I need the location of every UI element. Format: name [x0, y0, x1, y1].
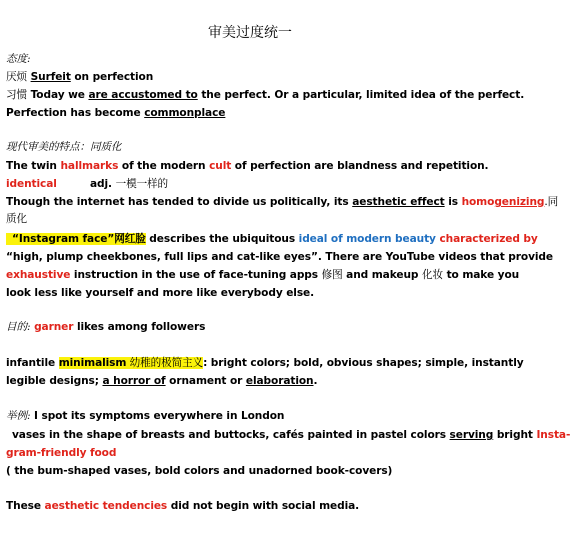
attitude-line-2 — [6, 88, 525, 102]
line-text: describes the ubiquitous — [145, 233, 299, 245]
attitude-line-3 — [6, 106, 496, 120]
features-line-4: 质化 — [6, 213, 27, 225]
word-part: homo — [461, 196, 495, 208]
vocab-identical: identical — [6, 178, 57, 190]
line-text: infantile — [6, 357, 59, 369]
purpose-label: 目的: — [6, 321, 31, 333]
vocab-hallmarks: hallmarks — [60, 160, 119, 172]
cn-gloss: 幼稚的极简主义 — [126, 357, 204, 369]
features-line-5 — [6, 232, 538, 246]
highlight-minimalism — [59, 357, 203, 369]
line-text: of the modern — [118, 160, 210, 172]
example-line-3: gram-friendly food — [6, 447, 117, 459]
features-line-6: “high, plump cheekbones, full lips and cat-like eyes”. There are YouTube videos that provide — [6, 251, 553, 263]
vocab-cult: cult — [209, 160, 232, 172]
line-text: Today we — [27, 89, 89, 101]
line-text: Perfection has become — [6, 107, 145, 119]
vocab-accustomed: are accustomed to — [88, 89, 198, 101]
line-text: and makeup — [342, 269, 422, 281]
attitude-line-1 — [6, 70, 496, 84]
line-text: The twin — [6, 160, 61, 172]
vocab-garner: garner — [34, 321, 74, 333]
closing-line — [6, 499, 496, 513]
part-of-speech: adj. — [89, 178, 112, 190]
features-line-8: look less like yourself and more like everybody else. — [6, 287, 315, 299]
example-line-1 — [6, 409, 496, 423]
vocab-exhaustive: exhaustive — [6, 269, 71, 281]
vocab-horror-of: a horror of — [102, 375, 166, 387]
example-line-2 — [12, 428, 570, 442]
line-text: ornament or — [165, 375, 246, 387]
vocab-characterized: characterized by — [439, 233, 538, 245]
line-text: of perfection are blandness and repetition. — [231, 160, 489, 172]
line-text: to make you — [443, 269, 520, 281]
minimalism-line-1 — [6, 356, 524, 370]
page-title: 审美过度统一 — [208, 25, 292, 41]
vocab-elaboration: elaboration — [245, 375, 314, 387]
line-text: vases in the shape of breasts and buttocks, cafés painted in pastel colors — [12, 429, 450, 441]
vocab-instagram-friendly: Insta- — [536, 429, 570, 441]
features-line-2 — [6, 177, 496, 191]
line-text: : bright colors; bold, obvious shapes; simple, instantly — [203, 357, 524, 369]
word-part: genizing — [494, 196, 545, 208]
features-label: 现代审美的特点：同质化 — [6, 141, 122, 153]
example-label: 举例: — [6, 410, 31, 422]
highlight-instagram-face: “Instagram face”网红脸 — [6, 233, 146, 245]
attitude-label: 态度: — [6, 53, 31, 65]
features-line-3 — [6, 195, 559, 209]
line-text: did not begin with social media. — [167, 500, 360, 512]
vocab-aesthetic-effect: aesthetic effect — [352, 196, 445, 208]
line-text: on perfection — [70, 71, 154, 83]
example-line-4: ( the bum-shaped vases, bold colors and unadorned book-covers) — [6, 465, 393, 477]
vocab-serving: serving — [449, 429, 494, 441]
minimalism-line-2 — [6, 374, 496, 388]
vocab-homogenizing — [462, 196, 545, 208]
line-text: These — [6, 500, 45, 512]
features-line-7 — [6, 268, 520, 282]
cn-gloss: 修图 — [321, 269, 343, 281]
cn-gloss: 一模一样的 — [115, 178, 169, 190]
line-text: . — [313, 375, 318, 387]
line-text: Though the internet has tended to divide us politically, its — [6, 196, 353, 208]
word: minimalism — [58, 357, 127, 369]
line-text: is — [444, 196, 462, 208]
line-text: legible designs; — [6, 375, 103, 387]
line-text: instruction in the use of face-tuning apps — [70, 269, 322, 281]
vocab-ideal-beauty: ideal of modern beauty — [298, 233, 436, 245]
line-text: I spot its symptoms everywhere in London — [30, 410, 285, 422]
cn-gloss: 化妆 — [422, 269, 443, 281]
line-text: the perfect. Or a particular, limited idea of the perfect. — [197, 89, 525, 101]
vocab-commonplace: commonplace — [144, 107, 226, 119]
features-line-1 — [6, 159, 496, 173]
line-text: bright — [493, 429, 537, 441]
vocab-aesthetic-tendencies: aesthetic tendencies — [44, 500, 168, 512]
vocab-surfeit: Surfeit — [30, 71, 71, 83]
cn-gloss: 厌烦 — [6, 71, 27, 83]
line-text: likes among followers — [73, 321, 206, 333]
purpose-line — [6, 320, 496, 334]
cn-gloss: 习惯 — [6, 89, 27, 101]
cn-gloss: .同 — [544, 196, 559, 208]
